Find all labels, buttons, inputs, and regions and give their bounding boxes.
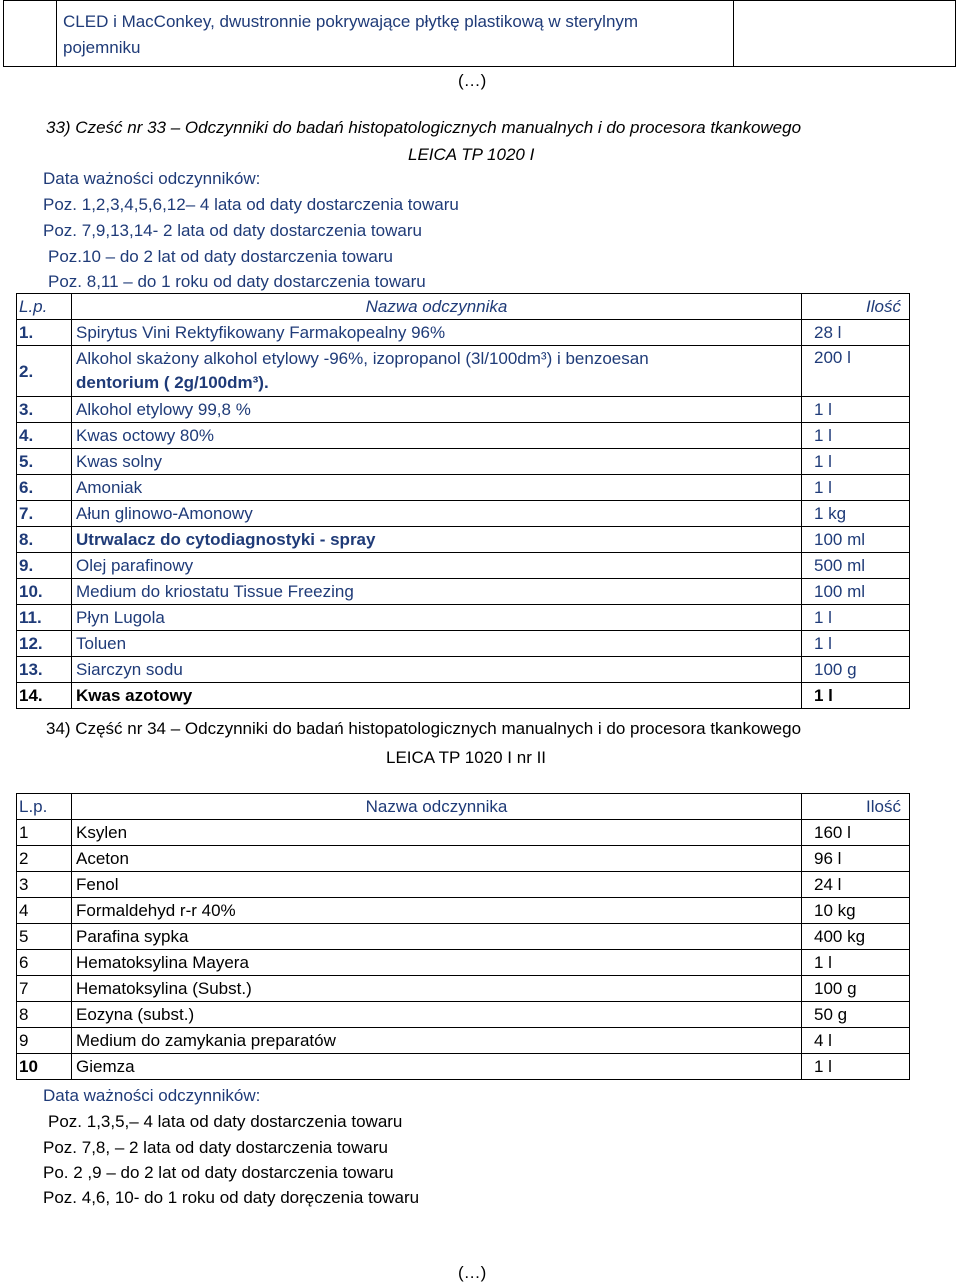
table-row	[17, 846, 910, 872]
row-qty: 400 kg	[802, 924, 910, 950]
row-lp: 6	[17, 950, 72, 976]
table-row	[17, 1054, 910, 1080]
table-row	[17, 872, 910, 898]
row-lp: 6.	[17, 475, 72, 501]
row-lp: 3.	[17, 397, 72, 423]
table-row	[17, 820, 910, 846]
row-qty: 1 l	[802, 397, 910, 423]
previous-lp-cell	[4, 1, 57, 67]
table-row	[17, 320, 910, 346]
row-qty: 100 ml	[802, 579, 910, 605]
section33-validity-line: Poz. 8,11 – do 1 roku od daty dostarczenia towaru	[48, 272, 426, 291]
table-row	[17, 475, 910, 501]
section34-heading-line1: 34) Część nr 34 – Odczynniki do badań histopatologicznych manualnych i do procesora tkankowego	[46, 719, 802, 738]
row-lp: 10.	[17, 579, 72, 605]
row-name: Toluen	[72, 631, 802, 657]
table-row	[17, 605, 910, 631]
row-qty: 100 g	[802, 657, 910, 683]
section34-validity-label: Data ważności odczynników:	[43, 1086, 261, 1105]
row-qty: 1 l	[802, 950, 910, 976]
row-name: Olej parafinowy	[72, 553, 802, 579]
row-qty: 50 g	[802, 1002, 910, 1028]
row-qty: 1 l	[802, 1054, 910, 1080]
row-lp: 8	[17, 1002, 72, 1028]
row-qty: 4 l	[802, 1028, 910, 1054]
row-name: Medium do zamykania preparatów	[72, 1028, 802, 1054]
row-lp: 2	[17, 846, 72, 872]
row-lp: 12.	[17, 631, 72, 657]
row-qty: 1 l	[802, 631, 910, 657]
row-name	[72, 346, 802, 397]
table-row	[17, 1028, 910, 1054]
row-qty: 200 l	[802, 346, 910, 397]
row-qty: 10 kg	[802, 898, 910, 924]
section33-validity-label: Data ważności odczynników:	[43, 169, 261, 188]
row-name: Ksylen	[72, 820, 802, 846]
row-name: Spirytus Vini Rektyfikowany Farmakopealny 96%	[72, 320, 802, 346]
previous-table-fragment	[3, 0, 956, 67]
table-row	[17, 501, 910, 527]
row-name: Formaldehyd r-r 40%	[72, 898, 802, 924]
row-name: Amoniak	[72, 475, 802, 501]
row-name: Kwas octowy 80%	[72, 423, 802, 449]
row-lp: 9	[17, 1028, 72, 1054]
header-name: Nazwa odczynnika	[72, 294, 802, 320]
row-name: Giemza	[72, 1054, 802, 1080]
row-lp: 7.	[17, 501, 72, 527]
section33-heading-line2: LEICA TP 1020 I	[408, 145, 535, 164]
table-row	[17, 346, 910, 397]
table-row	[17, 423, 910, 449]
row-name: Płyn Lugola	[72, 605, 802, 631]
section34-heading-line2: LEICA TP 1020 I nr II	[386, 748, 547, 767]
row-name-line2: dentorium ( 2g/100dm³).	[76, 373, 269, 392]
row-lp: 8.	[17, 527, 72, 553]
row-name: Eozyna (subst.)	[72, 1002, 802, 1028]
row-lp: 5	[17, 924, 72, 950]
previous-item-text-line2: pojemniku	[63, 38, 141, 57]
row-lp: 10	[17, 1054, 72, 1080]
row-lp: 13.	[17, 657, 72, 683]
row-lp: 4	[17, 898, 72, 924]
row-qty: 1 l	[802, 449, 910, 475]
table-row	[17, 924, 910, 950]
header-name: Nazwa odczynnika	[72, 794, 802, 820]
row-qty: 1 l	[802, 605, 910, 631]
table-row	[17, 449, 910, 475]
table-row	[17, 683, 910, 709]
row-qty: 1 l	[802, 683, 910, 709]
row-qty: 1 l	[802, 475, 910, 501]
header-lp: L.p.	[17, 294, 72, 320]
row-name: Kwas azotowy	[72, 683, 802, 709]
header-qty: Ilość	[802, 794, 910, 820]
row-name: Parafina sypka	[72, 924, 802, 950]
ellipsis-bottom: (…)	[458, 1263, 487, 1282]
row-qty: 1 l	[802, 423, 910, 449]
row-lp: 14.	[17, 683, 72, 709]
row-name: Hematoksylina (Subst.)	[72, 976, 802, 1002]
section33-validity-line: Poz. 1,2,3,4,5,6,12– 4 lata od daty dostarczenia towaru	[43, 195, 459, 214]
row-lp: 1	[17, 820, 72, 846]
table-header-row	[17, 794, 910, 820]
row-lp: 11.	[17, 605, 72, 631]
row-name: Alkohol etylowy 99,8 %	[72, 397, 802, 423]
row-name: Siarczyn sodu	[72, 657, 802, 683]
section33-validity-line: Poz. 7,9,13,14- 2 lata od daty dostarczenia towaru	[43, 221, 422, 240]
row-qty: 100 ml	[802, 527, 910, 553]
row-lp: 5.	[17, 449, 72, 475]
row-qty: 24 l	[802, 872, 910, 898]
row-qty: 28 l	[802, 320, 910, 346]
table-row	[17, 397, 910, 423]
section34-validity-line: Poz. 4,6, 10- do 1 roku od daty doręczenia towaru	[43, 1188, 420, 1207]
section34-validity-line: Poz. 1,3,5,– 4 lata od daty dostarczenia towaru	[48, 1112, 403, 1131]
table-row	[17, 657, 910, 683]
row-name: Fenol	[72, 872, 802, 898]
section33-heading-line1: 33) Cześć nr 33 – Odczynniki do badań histopatologicznych manualnych i do procesora tkankowego	[46, 118, 802, 137]
row-qty: 1 kg	[802, 501, 910, 527]
table-row	[17, 898, 910, 924]
previous-qty-cell	[734, 1, 956, 67]
section34-validity-line: Poz. 7,8, – 2 lata od daty dostarczenia towaru	[43, 1138, 388, 1157]
row-name-line1: Alkohol skażony alkohol etylowy -96%, izopropanol (3l/100dm³) i benzoesan	[76, 349, 649, 368]
row-qty: 100 g	[802, 976, 910, 1002]
table-row	[17, 1002, 910, 1028]
table-row	[17, 527, 910, 553]
row-name: Hematoksylina Mayera	[72, 950, 802, 976]
row-name: Kwas solny	[72, 449, 802, 475]
row-qty: 160 l	[802, 820, 910, 846]
row-qty: 500 ml	[802, 553, 910, 579]
table-row	[17, 976, 910, 1002]
header-qty: Ilość	[802, 294, 910, 320]
table-row	[17, 553, 910, 579]
section33-table	[16, 293, 910, 709]
row-lp: 3	[17, 872, 72, 898]
previous-name-cell	[57, 1, 734, 67]
row-name: Aceton	[72, 846, 802, 872]
row-name: Medium do kriostatu Tissue Freezing	[72, 579, 802, 605]
row-qty: 96 l	[802, 846, 910, 872]
row-lp: 2.	[17, 346, 72, 397]
table-row	[17, 631, 910, 657]
row-lp: 1.	[17, 320, 72, 346]
section34-validity-line: Po. 2 ,9 – do 2 lat od daty dostarczenia towaru	[43, 1163, 394, 1182]
table-row	[17, 579, 910, 605]
row-name: Utrwalacz do cytodiagnostyki - spray	[72, 527, 802, 553]
section34-table	[16, 793, 910, 1080]
row-lp: 4.	[17, 423, 72, 449]
previous-item-text-line1: CLED i MacConkey, dwustronnie pokrywające płytkę plastikową w sterylnym	[63, 12, 639, 31]
ellipsis-top: (…)	[458, 71, 487, 90]
table-row	[17, 950, 910, 976]
section33-validity-line: Poz.10 – do 2 lat od daty dostarczenia towaru	[48, 247, 393, 266]
table-header-row	[17, 294, 910, 320]
row-lp: 9.	[17, 553, 72, 579]
header-lp: L.p.	[17, 794, 72, 820]
row-lp: 7	[17, 976, 72, 1002]
row-name: Ałun glinowo-Amonowy	[72, 501, 802, 527]
